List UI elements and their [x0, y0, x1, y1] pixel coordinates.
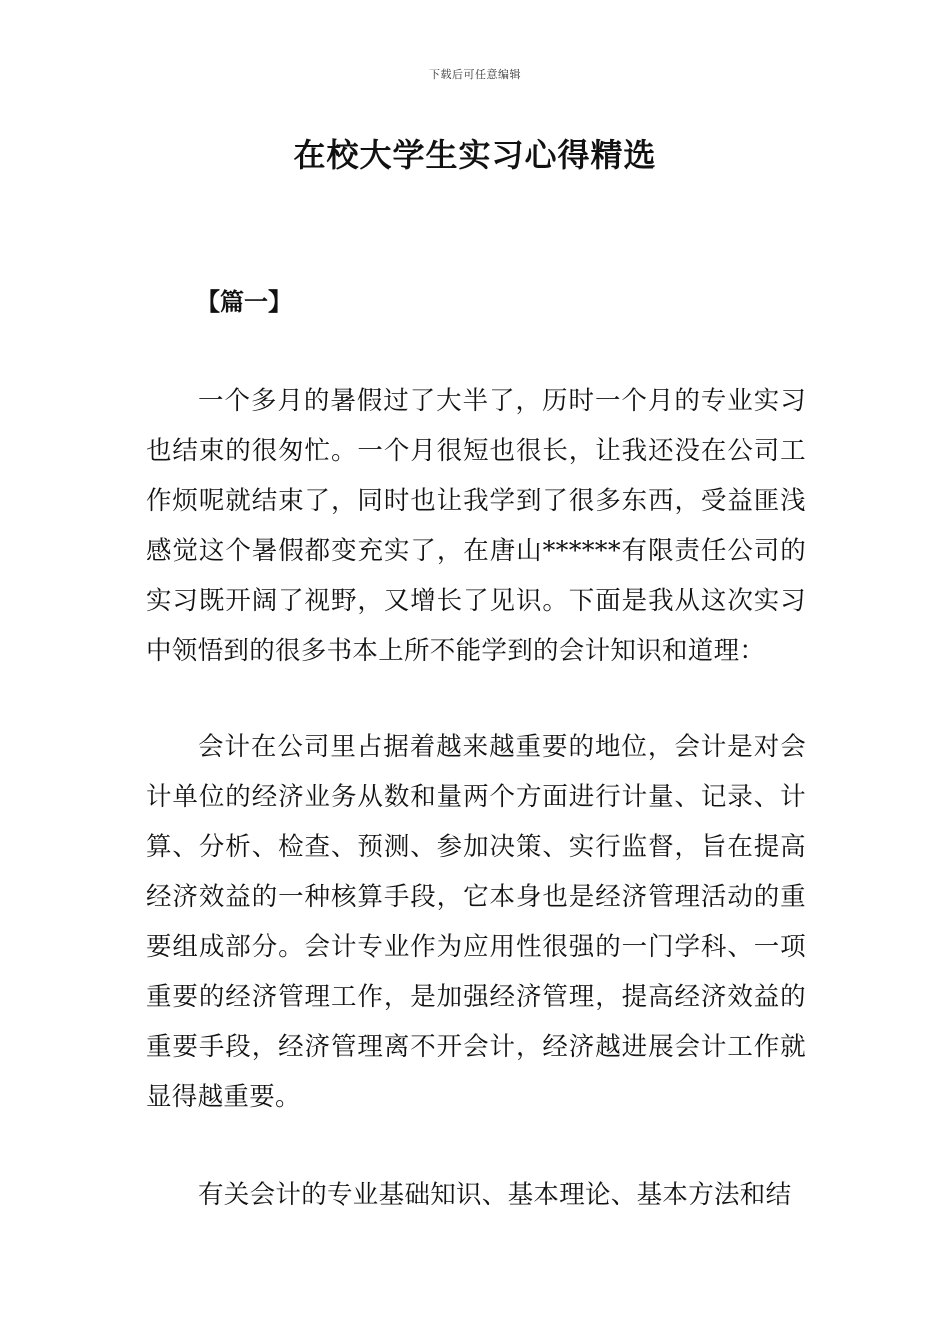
paragraph-1: 一个多月的暑假过了大半了，历时一个月的专业实习也结束的很匆忙。一个月很短也很长，让我还没在公司工作烦呢就结束了，同时也让我学到了很多东西，受益匪浅感觉这个暑假都变充实了，在唐山******有限责任公司的实习既开阔了视野，又增长了见识。下面是我从这次实习中领悟到的很多书本上所不能学到的会计知识和道理： — [146, 386, 806, 666]
document-title: 在校大学生实习心得精选 — [293, 136, 657, 174]
paragraph-3: 有关会计的专业基础知识、基本理论、基本方法和结 — [198, 1180, 792, 1210]
paragraph-2: 会计在公司里占据着越来越重要的地位，会计是对会计单位的经济业务从数和量两个方面进行计量、记录、计算、分析、检查、预测、参加决策、实行监督，旨在提高经济效益的一种核算手段，它本身也是经济管理活动的重要组成部分。会计专业作为应用性很强的一门学科、一项重要的经济管理工作，是加强经济管理，提高经济效益的重要手段，经济管理离不开会计，经济越进展会计工作就显得越重要。 — [146, 732, 806, 1112]
section-heading: 【篇一】 — [196, 288, 292, 316]
header-note: 下载后可任意编辑 — [429, 68, 521, 81]
